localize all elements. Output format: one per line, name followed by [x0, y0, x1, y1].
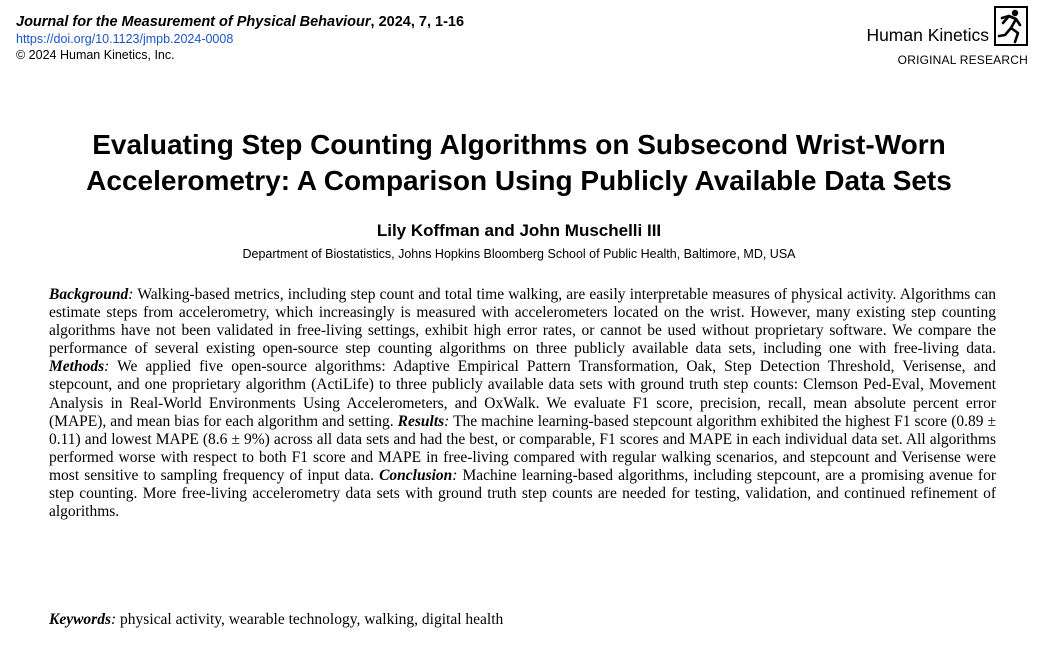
author-affiliation: Department of Biostatistics, Johns Hopkins Bloomberg School of Public Health, Baltimore, MD, USA: [242, 247, 796, 261]
journal-header: [16, 14, 464, 63]
background-text: Walking-based metrics, including step count and total time walking, are easily interpretable measures of physical activity. Algorithms can estimate steps from accelerometry, which increasingly is measured with accelerometers located on the wrist. However, many existing step counting algorithms have not been validated in free-living settings, exhibit high error rates, or cannot be used without proprietary software. We compare the performance of several existing open-source step counting algorithms on three publicly available data sets, including one with free-living data.: [49, 286, 996, 358]
article-type-label: ORIGINAL RESEARCH: [897, 53, 1028, 67]
journal-citation: [16, 14, 464, 31]
keywords-text: physical activity, wearable technology, walking, digital health: [116, 611, 504, 628]
conclusion-text: Machine learning-based algorithms, including stepcount, are a promising avenue for step counting. More free-living accelerometry data sets with ground truth step counts are needed for testing, validation, and continued refinement of algorithms.: [49, 466, 997, 521]
copyright-notice: © 2024 Human Kinetics, Inc.: [16, 48, 175, 62]
methods-label: Methods: [49, 358, 105, 376]
results-label: Results: [397, 412, 445, 430]
conclusion-label: Conclusion: [379, 466, 453, 484]
human-kinetics-logo-icon: [994, 6, 1028, 46]
results-text: The machine learning-based stepcount algorithm exhibited the highest F1 score (0.89 ± 0.11) and lowest MAPE (8.6 ± 9%) across all data sets and had the best, or comparable, F1 scores and MAPE in each individual data set. All algorithms performed worse with respect to both F1 score and MAPE in free-living compared with regular walking scenarios, and stepcount and Verisense were most sensitive to sampling frequency of input data.: [49, 412, 996, 484]
methods-text: We applied five open-source algorithms: Adaptive Empirical Pattern Transformation, Oak, Step Detection Threshold, Verisense, and stepcount, and one proprietary algorithm (ActiLife) to three publicly available data sets with ground truth step counts: Clemson Ped-Eval, Movement Analysis in Real-World Environments Using Accelerometers, and OxWalk. We evaluate F1 score, precision, recall, mean absolute percent error (MAPE), and mean bias for each algorithm and setting.: [49, 358, 996, 430]
publisher-row: [866, 6, 1028, 46]
publisher-name: Human Kinetics: [866, 25, 989, 45]
journal-name: Journal for the Measurement of Physical Behaviour: [16, 14, 371, 30]
keywords: Keywords: physical activity, wearable technology, walking, digital health: [49, 611, 504, 628]
background-label: Background: [49, 286, 129, 303]
author-list: Lily Koffman and John Muschelli III: [376, 221, 662, 240]
article-title-line-2: Accelerometry: A Comparison Using Publicly Available Data Sets: [86, 165, 952, 196]
article-title-line-1: Evaluating Step Counting Algorithms on Subsecond Wrist-Worn: [92, 129, 946, 160]
keywords-label: Keywords: [49, 611, 111, 628]
publisher-block: [866, 6, 1028, 68]
article-title: [0, 127, 1038, 199]
journal-details: , 2024, 7, 1-16: [370, 14, 465, 30]
doi-link[interactable]: https://doi.org/10.1123/jmpb.2024-0008: [16, 32, 234, 46]
abstract: Background: Walking-based metrics, including step count and total time walking, are easily interpretable measures of physical activity. Algorithms can estimate steps from accelerometry, which increasingly is measured with accelerometers located on the wrist. However, many existing step counting algorithms have not been validated in free-living settings, exhibit high error rates, or cannot be used without proprietary software. We compare the performance of several existing open-source step counting algorithms on three publicly available data sets, including one with free-living data. Methods: We applied five open-source algorithms: Adaptive Empirical Pattern Transformation, Oak, Step Detection Threshold, Verisense, and stepcount, and one proprietary algorithm (ActiLife) to three publicly available data sets with ground truth step counts: Clemson Ped-Eval, Movement Analysis in Real-World Environments Using Accelerometers, and OxWalk. We evaluate F1 score, precision, recall, mean absolute percent error (MAPE), and mean bias for each algorithm and setting. Results: The machine learning-based stepcount algorithm exhibited the highest F1 score (0.89 ± 0.11) and lowest MAPE (8.6 ± 9%) across all data sets and had the best, or comparable, F1 scores and MAPE in each individual data set. All algorithms performed worse with respect to both F1 score and MAPE in free-living compared with regular walking scenarios, and stepcount and Verisense were most sensitive to sampling frequency of input data. Conclusion: Machine learning-based algorithms, including stepcount, are a promising avenue for step counting. More free-living accelerometry data sets with ground truth step counts are needed for testing, validation, and continued refinement of algorithms.: [49, 286, 997, 521]
